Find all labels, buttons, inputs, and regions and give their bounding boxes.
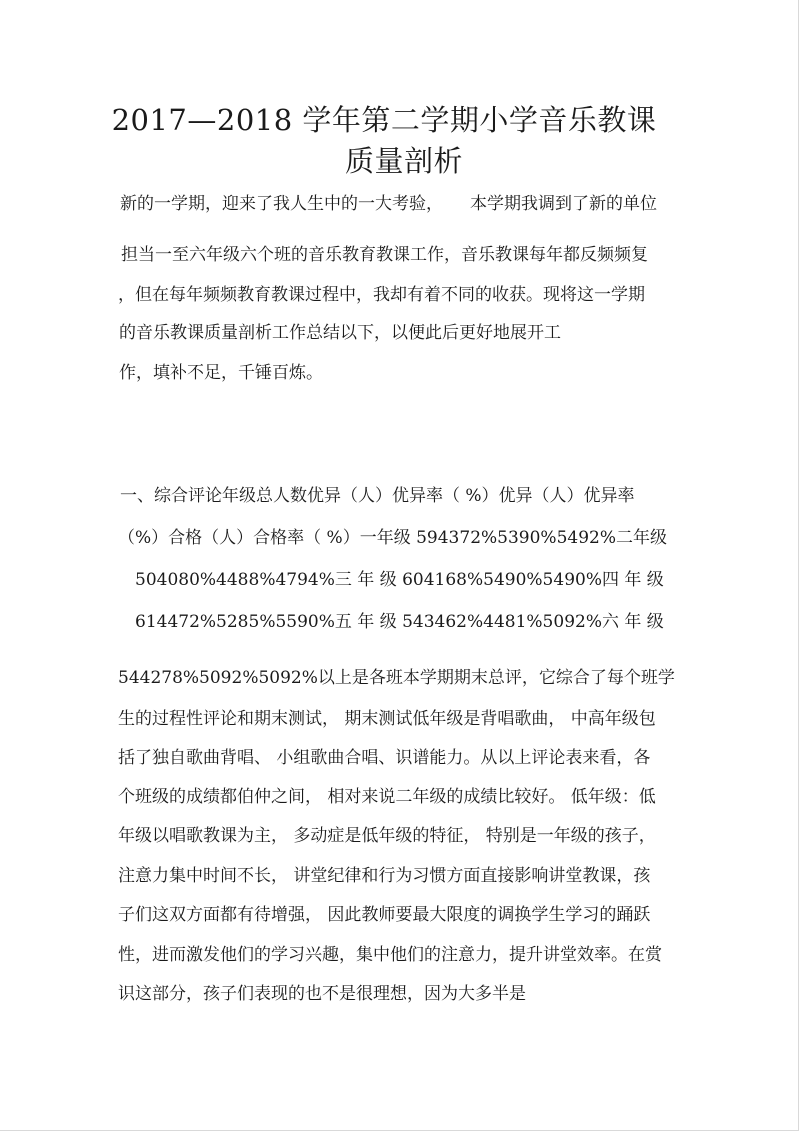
section1-line-2: （%）合格（人）合格率（ %）一年级 594372%5390%5492%二年级 [118,528,667,548]
section1-line-7: 括了独自歌曲背唱、 小组歌曲合唱、识谱能力。从以上评论表来看，各 [118,748,651,768]
section1-line-5: 544278%5092%5092%以上是各班本学期期末总评，它综合了每个班学 [118,668,675,688]
section1-line-6: 生的过程性评论和期末测试， 期末测试低年级是背唱歌曲， 中高年级包 [118,709,656,729]
section1-line-8: 个班级的成绩都伯仲之间， 相对来说二年级的成绩比较好。 低年级：低 [118,787,656,807]
section1-line-9: 年级以唱歌教课为主， 多动症是低年级的特征， 特别是一年级的孩子， [118,826,656,846]
section1-line-4: 614472%5285%5590%五 年 级 543462%4481%5092%六 年 级 [135,612,664,632]
section1-line-11: 子们这双方面都有待增强， 因此教师要最大限度的调换学生学习的踊跃 [118,905,651,925]
section1-line-1: 一、综合评论年级总人数优异（人）优异率（ %）优异（人）优异率 [120,486,635,506]
section1-line-3: 504080%4488%4794%三 年 级 604168%5490%5490%四 年 级 [135,570,664,590]
intro-line-1b: 本学期我调到了新的单位 [470,194,657,214]
intro-line-4: 的音乐教课质量剖析工作总结以下，以便此后更好地展开工 [119,323,561,343]
section1-line-10: 注意力集中时间不长， 讲堂纪律和行为习惯方面直接影响讲堂教课，孩 [118,866,651,886]
intro-line-3: ，但在每年频频教育教课过程中，我却有着不同的收获。现将这一学期 [118,285,645,305]
intro-line-1a: 新的一学期，迎来了我人生中的一大考验， [120,194,443,214]
document-title-line-1: 2017—2018 学年第二学期小学音乐教课 [111,103,657,137]
intro-line-5: 作，填补不足，千锤百炼。 [119,363,323,383]
intro-line-2: 担当一至六年级六个班的音乐教育教课工作，音乐教课每年都反频频复 [121,245,648,265]
document-title-line-2: 质量剖析 [344,144,463,178]
section1-line-12: 性，进而激发他们的学习兴趣，集中他们的注意力，提升讲堂效率。在赏 [118,945,662,965]
section1-line-13: 识这部分，孩子们表现的也不是很理想，因为大多半是 [118,984,526,1004]
